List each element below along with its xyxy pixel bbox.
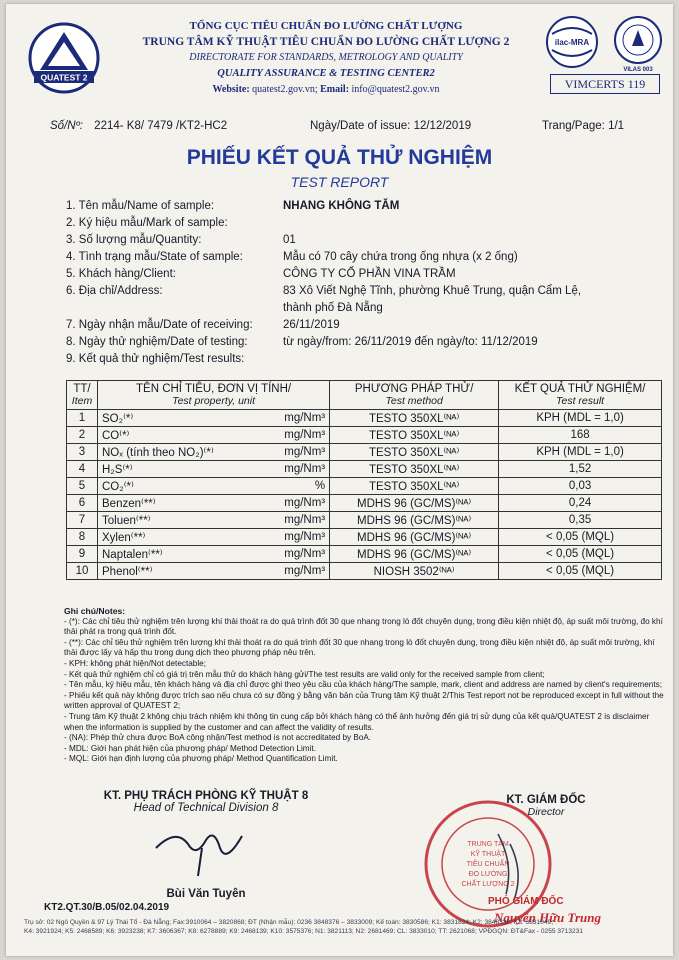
directorate-name: DIRECTORATE FOR STANDARDS, METROLOGY AND QUALITY [189, 52, 463, 63]
col-header-method-en: Test method [385, 395, 443, 407]
col-header-property-en: Test property, unit [172, 395, 256, 407]
info-value: 01 [283, 234, 296, 246]
cell-property: H₂S⁽*⁾ [98, 461, 262, 478]
cell-method: TESTO 350XL⁽ᴺᴬ⁾ [330, 444, 499, 461]
info-row [66, 283, 666, 300]
handwritten-signature-icon [146, 818, 266, 878]
cell-property: CO₂⁽*⁾ [98, 478, 262, 495]
col-header-result-en: Test result [556, 395, 605, 407]
director-title: KT. GIÁM ĐỐC [506, 794, 586, 806]
cell-item: 7 [67, 512, 98, 529]
report-subtitle: TEST REPORT [290, 174, 389, 190]
cell-result: < 0,05 (MQL) [499, 546, 662, 563]
cell-property: Phenol⁽**⁾ [98, 563, 262, 580]
agency-name: TỔNG CỤC TIÊU CHUẨN ĐO LƯỜNG CHẤT LƯỢNG [189, 20, 463, 32]
table-row [67, 495, 662, 512]
cell-result: KPH (MDL = 1,0) [499, 410, 662, 427]
form-code: KT2.QT.30/B.05/02.04.2019 [44, 902, 170, 913]
cell-item: 5 [67, 478, 98, 495]
cell-property: Naptalen⁽**⁾ [98, 546, 262, 563]
ilac-badge-text: ilac-MRA [554, 38, 590, 47]
cell-unit: % [261, 478, 330, 495]
svg-text:TRUNG TÂM: TRUNG TÂM [467, 841, 509, 848]
cell-property: Benzen⁽**⁾ [98, 495, 262, 512]
cell-item: 9 [67, 546, 98, 563]
cell-property: CO⁽*⁾ [98, 427, 262, 444]
info-label: 6. Địa chỉ/Address: [66, 285, 163, 297]
info-value: 26/11/2019 [283, 319, 340, 331]
website-link[interactable]: quatest2.gov.vn; [252, 84, 318, 95]
svg-text:CHẤT LƯỢNG 2: CHẤT LƯỢNG 2 [461, 881, 515, 888]
vilas-badge-icon [615, 17, 661, 73]
sample-info [66, 198, 666, 368]
vimcerts-code: VIMCERTS 119 [550, 74, 660, 94]
cell-unit: mg/Nm³ [261, 410, 330, 427]
info-value [283, 351, 666, 368]
table-row [67, 546, 662, 563]
cell-unit: mg/Nm³ [261, 563, 330, 580]
cell-result: < 0,05 (MQL) [499, 529, 662, 546]
cell-unit: mg/Nm³ [261, 444, 330, 461]
director-subtitle: Director [527, 806, 565, 818]
info-label: 4. Tình trạng mẫu/State of sample: [66, 251, 243, 263]
info-row [66, 198, 666, 215]
note-line: - (NA): Phép thử chưa được BoA công nhận/Test method is not accreditated by BoA. [64, 733, 372, 743]
cell-item: 6 [67, 495, 98, 512]
cell-result: < 0,05 (MQL) [499, 563, 662, 580]
center-name: TRUNG TÂM KỸ THUẬT TIÊU CHUẨN ĐO LƯỜNG CHẤT LƯỢNG 2 [142, 36, 510, 48]
cell-item: 8 [67, 529, 98, 546]
issue-date-label: Ngày/Date of issue: [310, 120, 411, 132]
cell-unit: mg/Nm³ [261, 461, 330, 478]
info-value: từ ngày/from: 26/11/2019 đến ngày/to: 11/12/2019 [283, 336, 538, 348]
cell-result: 168 [499, 427, 662, 444]
info-value: 83 Xô Viết Nghệ Tĩnh, phường Khuê Trung, quận Cẩm Lệ, [283, 285, 582, 297]
info-row [66, 317, 666, 334]
footer-line: Trụ sở: 02 Ngô Quyền & 97 Lý Thái Tổ - Đà Nẵng; Fax:3910064 – 3820868; ĐT (Nhận mẫu): 0236 3848376 – 3833009; Kế toán: 3830586; K1: 3831824; K2: 3848338; K3: 3831049; [24, 919, 554, 926]
cell-property: SO₂⁽*⁾ [98, 410, 262, 427]
table-row [67, 444, 662, 461]
info-value [283, 215, 666, 232]
cell-method: TESTO 350XL⁽ᴺᴬ⁾ [330, 461, 499, 478]
info-row [66, 249, 666, 266]
note-line: - MDL: Giới hạn phát hiện của phương pháp/ Method Detection Limit. [64, 743, 316, 753]
cell-result: 0,03 [499, 478, 662, 495]
cell-method: TESTO 350XL⁽ᴺᴬ⁾ [330, 427, 499, 444]
info-row [66, 334, 666, 351]
table-row [67, 427, 662, 444]
cell-item: 3 [67, 444, 98, 461]
letterhead [6, 4, 673, 114]
website-label: Website: [212, 84, 250, 95]
results-table [66, 380, 662, 580]
cell-unit: mg/Nm³ [261, 546, 330, 563]
info-row [66, 351, 666, 368]
note-line: - (*): Các chỉ tiêu thử nghiệm trên lượng khí thải thoát ra do quá trình đốt 30 que nhang trong lò đốt chuyên dụng, trong điều kiện nhiệt độ, áp suất môi trường, đo khí thải phát ra trong quá trình đốt. [64, 616, 663, 637]
deputy-director-role: PHÓ GIÁM ĐỐC [488, 896, 564, 907]
cell-result: KPH (MDL = 1,0) [499, 444, 662, 461]
col-header-item-en: Item [71, 395, 93, 407]
email-label: Email: [320, 84, 350, 95]
technical-head-subtitle: Head of Technical Division 8 [133, 802, 279, 814]
col-header-tt: TT/ [73, 383, 91, 395]
table-row [67, 529, 662, 546]
table-row [67, 410, 662, 427]
cell-item: 10 [67, 563, 98, 580]
cell-result: 0,35 [499, 512, 662, 529]
page-footer [24, 918, 664, 936]
cell-method: MDHS 96 (GC/MS)⁽ᴺᴬ⁾ [330, 495, 499, 512]
note-line: - Tên mẫu, ký hiệu mẫu, tên khách hàng và địa chỉ được ghi theo yêu cầu của khách hàng/The sample, mark, client and address are named by client's requirements; [64, 680, 662, 690]
cell-method: TESTO 350XL⁽ᴺᴬ⁾ [330, 478, 499, 495]
cell-result: 1,52 [499, 461, 662, 478]
note-line: - (**): Các chỉ tiêu thử nghiệm trên lượng khí thải thoát ra do quá trình đốt 30 que nhang trong lò đốt chuyên dụng, trong điều kiện nhiệt độ, áp suất môi trường, khí thải được lấy và hấp thu trong dung dịch theo phương pháp nêu trên. [64, 637, 655, 658]
col-header-method [330, 381, 499, 410]
note-line: - KPH: không phát hiện/Not detectable; [64, 658, 207, 668]
deputy-director-name: Nguyễn Hữu Trung [494, 910, 601, 925]
info-label: 5. Khách hàng/Client: [66, 268, 176, 280]
technical-head-name: Bùi Văn Tuyên [166, 888, 246, 900]
cell-property: NOₓ (tính theo NO₂)⁽*⁾ [98, 444, 262, 461]
report-title: PHIẾU KẾT QUẢ THỬ NGHIỆM [186, 146, 493, 169]
table-row [67, 461, 662, 478]
note-line: - Kết quả thử nghiệm chỉ có giá trị trên mẫu thử do khách hàng gửi/The test results are valid only for the received sample from client; [64, 669, 545, 679]
info-label: 3. Số lượng mẫu/Quantity: [66, 234, 202, 246]
col-header-property-vi: TÊN CHỈ TIÊU, ĐƠN VỊ TÍNH/ [136, 383, 292, 395]
technical-head-title: KT. PHỤ TRÁCH PHÒNG KỸ THUẬT 8 [103, 790, 309, 802]
info-row [66, 215, 666, 232]
cell-method: TESTO 350XL⁽ᴺᴬ⁾ [330, 410, 499, 427]
logo-text: QUATEST 2 [40, 72, 88, 83]
accreditation-badges [544, 14, 666, 74]
ilac-mra-badge-icon [547, 17, 597, 67]
table-row [67, 478, 662, 495]
info-value: CÔNG TY CỔ PHẦN VINA TRẦM [283, 268, 456, 280]
report-number-value: 2214- K8/ 7479 /KT2-HC2 [94, 120, 228, 132]
col-header-item [67, 381, 98, 410]
page-number [542, 120, 624, 132]
info-row [66, 300, 666, 317]
cell-method: NIOSH 3502⁽ᴺᴬ⁾ [330, 563, 499, 580]
info-value: NHANG KHÔNG TĂM [283, 200, 400, 212]
col-header-result-vi: KẾT QUẢ THỬ NGHIỆM/ [514, 383, 646, 395]
page-number-value: 1/1 [608, 120, 625, 132]
cell-method: MDHS 96 (GC/MS)⁽ᴺᴬ⁾ [330, 512, 499, 529]
footer-line: K4: 3921924; K5: 2468589; K6: 3923238; K7: 3606367; K8: 6278889; K9: 2468139; K10: 3575376; N1: 3821113; N2: 2681469; CL: 3833010; TT: 2621068; VPĐGQN: ĐT&Fax - 0255 3713231 [24, 928, 584, 935]
col-header-result [499, 381, 662, 410]
info-label: 9. Kết quả thử nghiệm/Test results: [66, 353, 245, 365]
table-row [67, 563, 662, 580]
cell-unit: mg/Nm³ [261, 529, 330, 546]
info-label [66, 300, 283, 317]
cell-property: Xylen⁽**⁾ [98, 529, 262, 546]
cell-property: Toluen⁽**⁾ [98, 512, 262, 529]
cell-item: 1 [67, 410, 98, 427]
note-line: - MQL: Giới hạn định lượng của phương pháp/ Method Quantification Limit. [64, 754, 338, 764]
notes-heading: Ghi chú/Notes: [64, 606, 126, 616]
info-value: thành phố Đà Nẵng [283, 302, 383, 314]
technical-head-signature-block [76, 790, 336, 900]
cell-method: MDHS 96 (GC/MS)⁽ᴺᴬ⁾ [330, 529, 499, 546]
note-line: - Phiếu kết quả này không được trích sao nếu chưa có sự đồng ý bằng văn bản của Trung tâm Kỹ thuật 2/This Test report not be reproduced except in full without the written approval of QUATEST 2; [64, 690, 664, 711]
vilas-badge-text: VILAS 003 [623, 67, 653, 73]
cell-unit: mg/Nm³ [261, 427, 330, 444]
document-page [6, 4, 673, 956]
info-label: 8. Ngày thử nghiệm/Date of testing: [66, 336, 248, 348]
info-label: 2. Ký hiệu mẫu/Mark of sample: [66, 217, 228, 229]
info-row [66, 266, 666, 283]
report-number-label: Số/Nº: [50, 120, 83, 132]
col-header-property [98, 381, 330, 410]
center-name-en: QUALITY ASSURANCE & TESTING CENTER2 [217, 68, 435, 79]
info-row [66, 232, 666, 249]
quatest-logo-icon [28, 22, 100, 94]
issue-date [310, 120, 471, 132]
svg-text:ĐO LƯỜNG: ĐO LƯỜNG [468, 871, 508, 878]
svg-text:TIÊU CHUẨN: TIÊU CHUẨN [466, 861, 510, 868]
cell-result: 0,24 [499, 495, 662, 512]
email-link[interactable]: info@quatest2.gov.vn [351, 84, 440, 95]
table-header-row [67, 381, 662, 410]
page-number-label: Trang/Page: [542, 120, 605, 132]
table-row [67, 512, 662, 529]
report-number [50, 120, 227, 132]
cell-method: MDHS 96 (GC/MS)⁽ᴺᴬ⁾ [330, 546, 499, 563]
info-label: 7. Ngày nhận mẫu/Date of receiving: [66, 319, 253, 331]
contact-line [116, 82, 536, 98]
info-label: 1. Tên mẫu/Name of sample: [66, 200, 215, 212]
info-value: Mẫu có 70 cây chứa trong ống nhựa (x 2 ống) [283, 251, 518, 263]
notes-section [64, 606, 664, 765]
cell-unit: mg/Nm³ [261, 495, 330, 512]
col-header-method-vi: PHƯƠNG PHÁP THỬ/ [354, 383, 474, 395]
letterhead-text [116, 18, 536, 98]
cell-item: 2 [67, 427, 98, 444]
issue-date-value: 12/12/2019 [413, 120, 472, 132]
note-line: - Trung tâm Kỹ thuật 2 không chịu trách nhiệm khi thông tin cung cấp bởi khách hàng có thể ảnh hưởng đến giá trị sử dụng của kết quả/QUATEST 2 is disclaimer when the information is supplied by the customer and can affect the validity of results. [64, 711, 650, 732]
cell-unit: mg/Nm³ [261, 512, 330, 529]
cell-item: 4 [67, 461, 98, 478]
svg-text:KỸ THUẬT: KỸ THUẬT [470, 851, 506, 858]
